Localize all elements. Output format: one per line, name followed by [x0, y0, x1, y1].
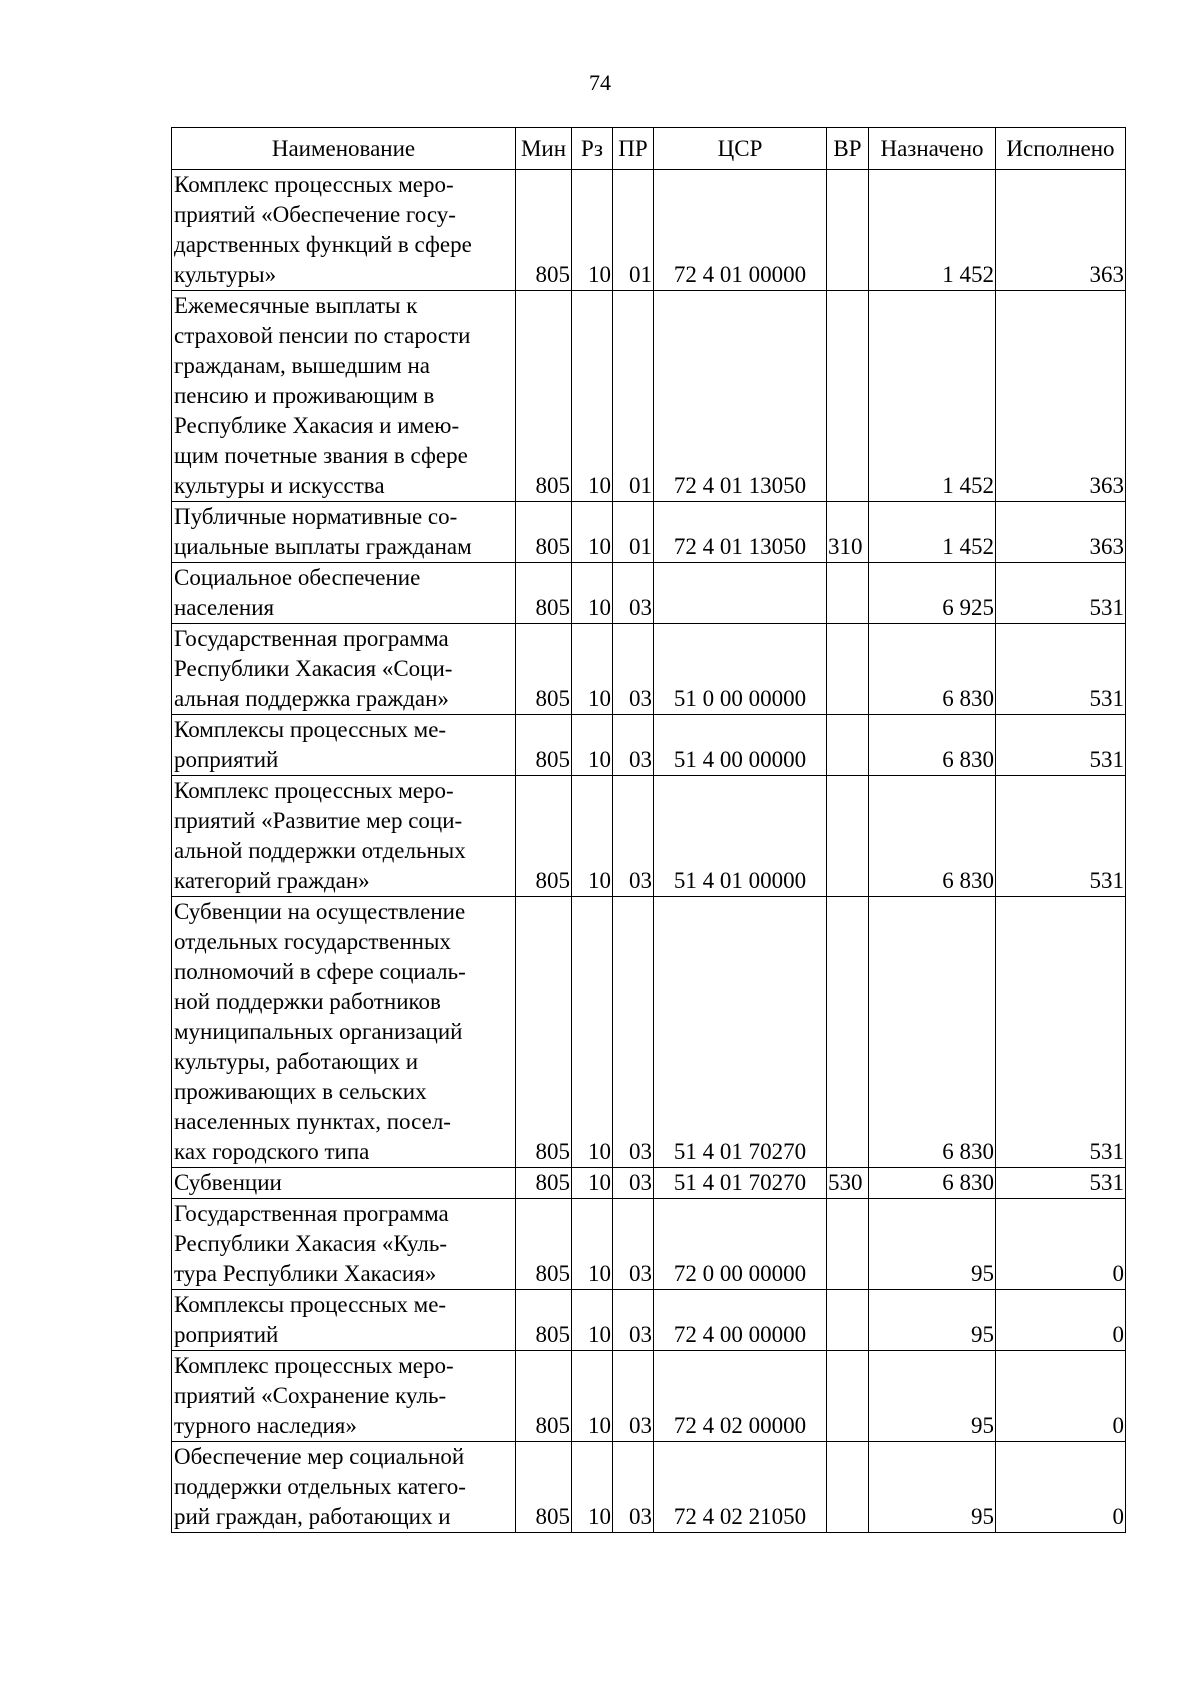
- cell-name-line: гражданам, вышедшим на: [174, 353, 430, 378]
- cell-planned: 1 452: [869, 170, 996, 291]
- cell-csr: 72 0 00 00000: [654, 1199, 827, 1290]
- cell-vr: [827, 715, 869, 776]
- table-row: [172, 1168, 1126, 1199]
- cell-name-line: Республике Хакасия и имею-: [174, 413, 460, 438]
- cell-name-line: тура Республики Хакасия»: [174, 1261, 437, 1286]
- cell-planned: 6 830: [869, 1168, 996, 1199]
- cell-rz: 10: [572, 291, 613, 502]
- cell-name-line: населенных пунктах, посел-: [174, 1109, 451, 1134]
- table-row: [172, 563, 1126, 624]
- cell-executed: 531: [996, 897, 1126, 1168]
- cell-planned: 95: [869, 1290, 996, 1351]
- cell-planned: 6 830: [869, 776, 996, 897]
- cell-name-line: рий граждан, работающих и: [174, 1504, 451, 1529]
- cell-min: 805: [516, 1290, 572, 1351]
- cell-rz: 10: [572, 502, 613, 563]
- cell-min: 805: [516, 1442, 572, 1533]
- cell-name-line: Субвенции на осуществление: [174, 899, 466, 924]
- cell-name-line: турного наследия»: [174, 1413, 357, 1438]
- cell-name: [172, 1351, 516, 1442]
- cell-pr: 03: [613, 1442, 654, 1533]
- table-row: [172, 624, 1126, 715]
- cell-vr: 310: [827, 502, 869, 563]
- cell-rz: 10: [572, 170, 613, 291]
- cell-name-line: полномочий в сфере социаль-: [174, 959, 466, 984]
- budget-table: [171, 127, 1126, 1533]
- cell-csr: 51 0 00 00000: [654, 624, 827, 715]
- cell-executed: 0: [996, 1442, 1126, 1533]
- cell-executed: 531: [996, 1168, 1126, 1199]
- cell-planned: 95: [869, 1199, 996, 1290]
- cell-name-line: Республики Хакасия «Соци-: [174, 656, 453, 681]
- cell-name-line: культуры, работающих и: [174, 1049, 419, 1074]
- cell-executed: 363: [996, 170, 1126, 291]
- cell-name: [172, 170, 516, 291]
- cell-name: [172, 715, 516, 776]
- cell-pr: 03: [613, 897, 654, 1168]
- cell-name-line: проживающих в сельских: [174, 1079, 427, 1104]
- cell-rz: 10: [572, 1351, 613, 1442]
- cell-name-line: альной поддержки отдельных: [174, 838, 466, 863]
- cell-min: 805: [516, 1351, 572, 1442]
- cell-pr: 01: [613, 170, 654, 291]
- cell-executed: 531: [996, 624, 1126, 715]
- cell-executed: 531: [996, 715, 1126, 776]
- cell-vr: [827, 563, 869, 624]
- cell-csr: 51 4 01 00000: [654, 776, 827, 897]
- cell-name-line: муниципальных организаций: [174, 1019, 463, 1044]
- cell-rz: 10: [572, 715, 613, 776]
- header-name: Наименование: [172, 128, 516, 170]
- cell-csr: 72 4 01 13050: [654, 291, 827, 502]
- cell-min: 805: [516, 776, 572, 897]
- cell-pr: 03: [613, 776, 654, 897]
- cell-name-line: дарственных функций в сфере: [174, 232, 472, 257]
- cell-name-line: пенсию и проживающим в: [174, 383, 435, 408]
- cell-planned: 6 830: [869, 624, 996, 715]
- table-row: [172, 170, 1126, 291]
- cell-vr: [827, 897, 869, 1168]
- cell-name-line: Комплекс процессных меро-: [174, 1353, 454, 1378]
- cell-name-line: приятий «Развитие мер соци-: [174, 808, 463, 833]
- cell-vr: [827, 1199, 869, 1290]
- cell-rz: 10: [572, 1199, 613, 1290]
- cell-csr: 51 4 00 00000: [654, 715, 827, 776]
- cell-name-line: ках городского типа: [174, 1139, 370, 1164]
- cell-name-line: циальные выплаты гражданам: [174, 534, 472, 559]
- cell-executed: 363: [996, 502, 1126, 563]
- cell-planned: 6 830: [869, 715, 996, 776]
- cell-planned: 95: [869, 1351, 996, 1442]
- header-vr: ВР: [827, 128, 869, 170]
- table-header-row: [172, 128, 1126, 170]
- cell-min: 805: [516, 624, 572, 715]
- cell-min: 805: [516, 1199, 572, 1290]
- cell-name-line: Ежемесячные выплаты к: [174, 293, 418, 318]
- cell-pr: 03: [613, 1168, 654, 1199]
- cell-name: [172, 291, 516, 502]
- table-row: [172, 897, 1126, 1168]
- cell-name-line: Публичные нормативные со-: [174, 504, 458, 529]
- cell-planned: 95: [869, 1442, 996, 1533]
- cell-name-line: роприятий: [174, 1322, 279, 1347]
- cell-rz: 10: [572, 1442, 613, 1533]
- header-csr: ЦСР: [654, 128, 827, 170]
- cell-vr: [827, 624, 869, 715]
- cell-pr: 03: [613, 624, 654, 715]
- cell-pr: 03: [613, 715, 654, 776]
- cell-pr: 01: [613, 502, 654, 563]
- cell-name: [172, 502, 516, 563]
- cell-executed: 0: [996, 1351, 1126, 1442]
- cell-pr: 03: [613, 1351, 654, 1442]
- cell-name: [172, 563, 516, 624]
- cell-pr: 03: [613, 1290, 654, 1351]
- cell-name-line: Комплекс процессных меро-: [174, 778, 454, 803]
- cell-rz: 10: [572, 1290, 613, 1351]
- table-row: [172, 1351, 1126, 1442]
- cell-rz: 10: [572, 624, 613, 715]
- table-row: [172, 502, 1126, 563]
- cell-csr: 72 4 00 00000: [654, 1290, 827, 1351]
- table-row: [172, 776, 1126, 897]
- cell-name-line: альная поддержка граждан»: [174, 686, 449, 711]
- cell-csr: 72 4 01 00000: [654, 170, 827, 291]
- cell-name: [172, 1290, 516, 1351]
- cell-name-line: Комплексы процессных ме-: [174, 1292, 447, 1317]
- cell-name-line: Комплекс процессных меро-: [174, 172, 454, 197]
- cell-csr: 72 4 02 00000: [654, 1351, 827, 1442]
- cell-min: 805: [516, 291, 572, 502]
- cell-planned: 6 830: [869, 897, 996, 1168]
- header-planned: Назначено: [869, 128, 996, 170]
- cell-min: 805: [516, 170, 572, 291]
- table-row: [172, 715, 1126, 776]
- table-row: [172, 1199, 1126, 1290]
- cell-vr: [827, 1290, 869, 1351]
- cell-rz: 10: [572, 1168, 613, 1199]
- cell-min: 805: [516, 1168, 572, 1199]
- cell-name-line: щим почетные звания в сфере: [174, 443, 468, 468]
- cell-name: [172, 1168, 516, 1199]
- cell-name-line: Государственная программа: [174, 626, 449, 651]
- cell-name-line: роприятий: [174, 747, 279, 772]
- cell-executed: 363: [996, 291, 1126, 502]
- cell-name: [172, 897, 516, 1168]
- cell-name-line: отдельных государственных: [174, 929, 451, 954]
- cell-name: [172, 776, 516, 897]
- cell-planned: 1 452: [869, 502, 996, 563]
- cell-min: 805: [516, 897, 572, 1168]
- table-body: [172, 170, 1126, 1533]
- cell-name: [172, 1199, 516, 1290]
- table-row: [172, 1442, 1126, 1533]
- cell-name-line: культуры и искусства: [174, 473, 385, 498]
- cell-vr: [827, 1351, 869, 1442]
- cell-name-line: Субвенции: [174, 1170, 282, 1195]
- cell-name-line: категорий граждан»: [174, 868, 370, 893]
- cell-rz: 10: [572, 563, 613, 624]
- cell-name-line: приятий «Сохранение куль-: [174, 1383, 447, 1408]
- cell-executed: 0: [996, 1290, 1126, 1351]
- cell-csr: [654, 563, 827, 624]
- cell-vr: [827, 776, 869, 897]
- cell-vr: [827, 170, 869, 291]
- cell-min: 805: [516, 502, 572, 563]
- table-row: [172, 291, 1126, 502]
- table-row: [172, 1290, 1126, 1351]
- page-number: 74: [589, 70, 611, 95]
- cell-name-line: Государственная программа: [174, 1201, 449, 1226]
- cell-executed: 0: [996, 1199, 1126, 1290]
- header-min: Мин: [516, 128, 572, 170]
- cell-name-line: страховой пенсии по старости: [174, 323, 471, 348]
- cell-vr: [827, 291, 869, 502]
- cell-name-line: Республики Хакасия «Куль-: [174, 1231, 448, 1256]
- cell-min: 805: [516, 563, 572, 624]
- cell-name-line: населения: [174, 595, 275, 620]
- cell-csr: 72 4 01 13050: [654, 502, 827, 563]
- cell-name-line: поддержки отдельных катего-: [174, 1474, 466, 1499]
- cell-pr: 03: [613, 563, 654, 624]
- cell-csr: 51 4 01 70270: [654, 1168, 827, 1199]
- cell-rz: 10: [572, 776, 613, 897]
- cell-name-line: Комплексы процессных ме-: [174, 717, 447, 742]
- cell-name: [172, 1442, 516, 1533]
- cell-pr: 03: [613, 1199, 654, 1290]
- cell-name-line: Социальное обеспечение: [174, 565, 421, 590]
- cell-min: 805: [516, 715, 572, 776]
- header-rz: Рз: [572, 128, 613, 170]
- cell-name-line: культуры»: [174, 262, 277, 287]
- cell-csr: 72 4 02 21050: [654, 1442, 827, 1533]
- cell-csr: 51 4 01 70270: [654, 897, 827, 1168]
- cell-name-line: ной поддержки работников: [174, 989, 441, 1014]
- cell-executed: 531: [996, 563, 1126, 624]
- cell-name-line: приятий «Обеспечение госу-: [174, 202, 456, 227]
- header-executed: Исполнено: [996, 128, 1126, 170]
- cell-vr: 530: [827, 1168, 869, 1199]
- cell-pr: 01: [613, 291, 654, 502]
- cell-name: [172, 624, 516, 715]
- cell-vr: [827, 1442, 869, 1533]
- cell-executed: 531: [996, 776, 1126, 897]
- header-pr: ПР: [613, 128, 654, 170]
- cell-name-line: Обеспечение мер социальной: [174, 1444, 465, 1469]
- cell-planned: 6 925: [869, 563, 996, 624]
- cell-planned: 1 452: [869, 291, 996, 502]
- cell-rz: 10: [572, 897, 613, 1168]
